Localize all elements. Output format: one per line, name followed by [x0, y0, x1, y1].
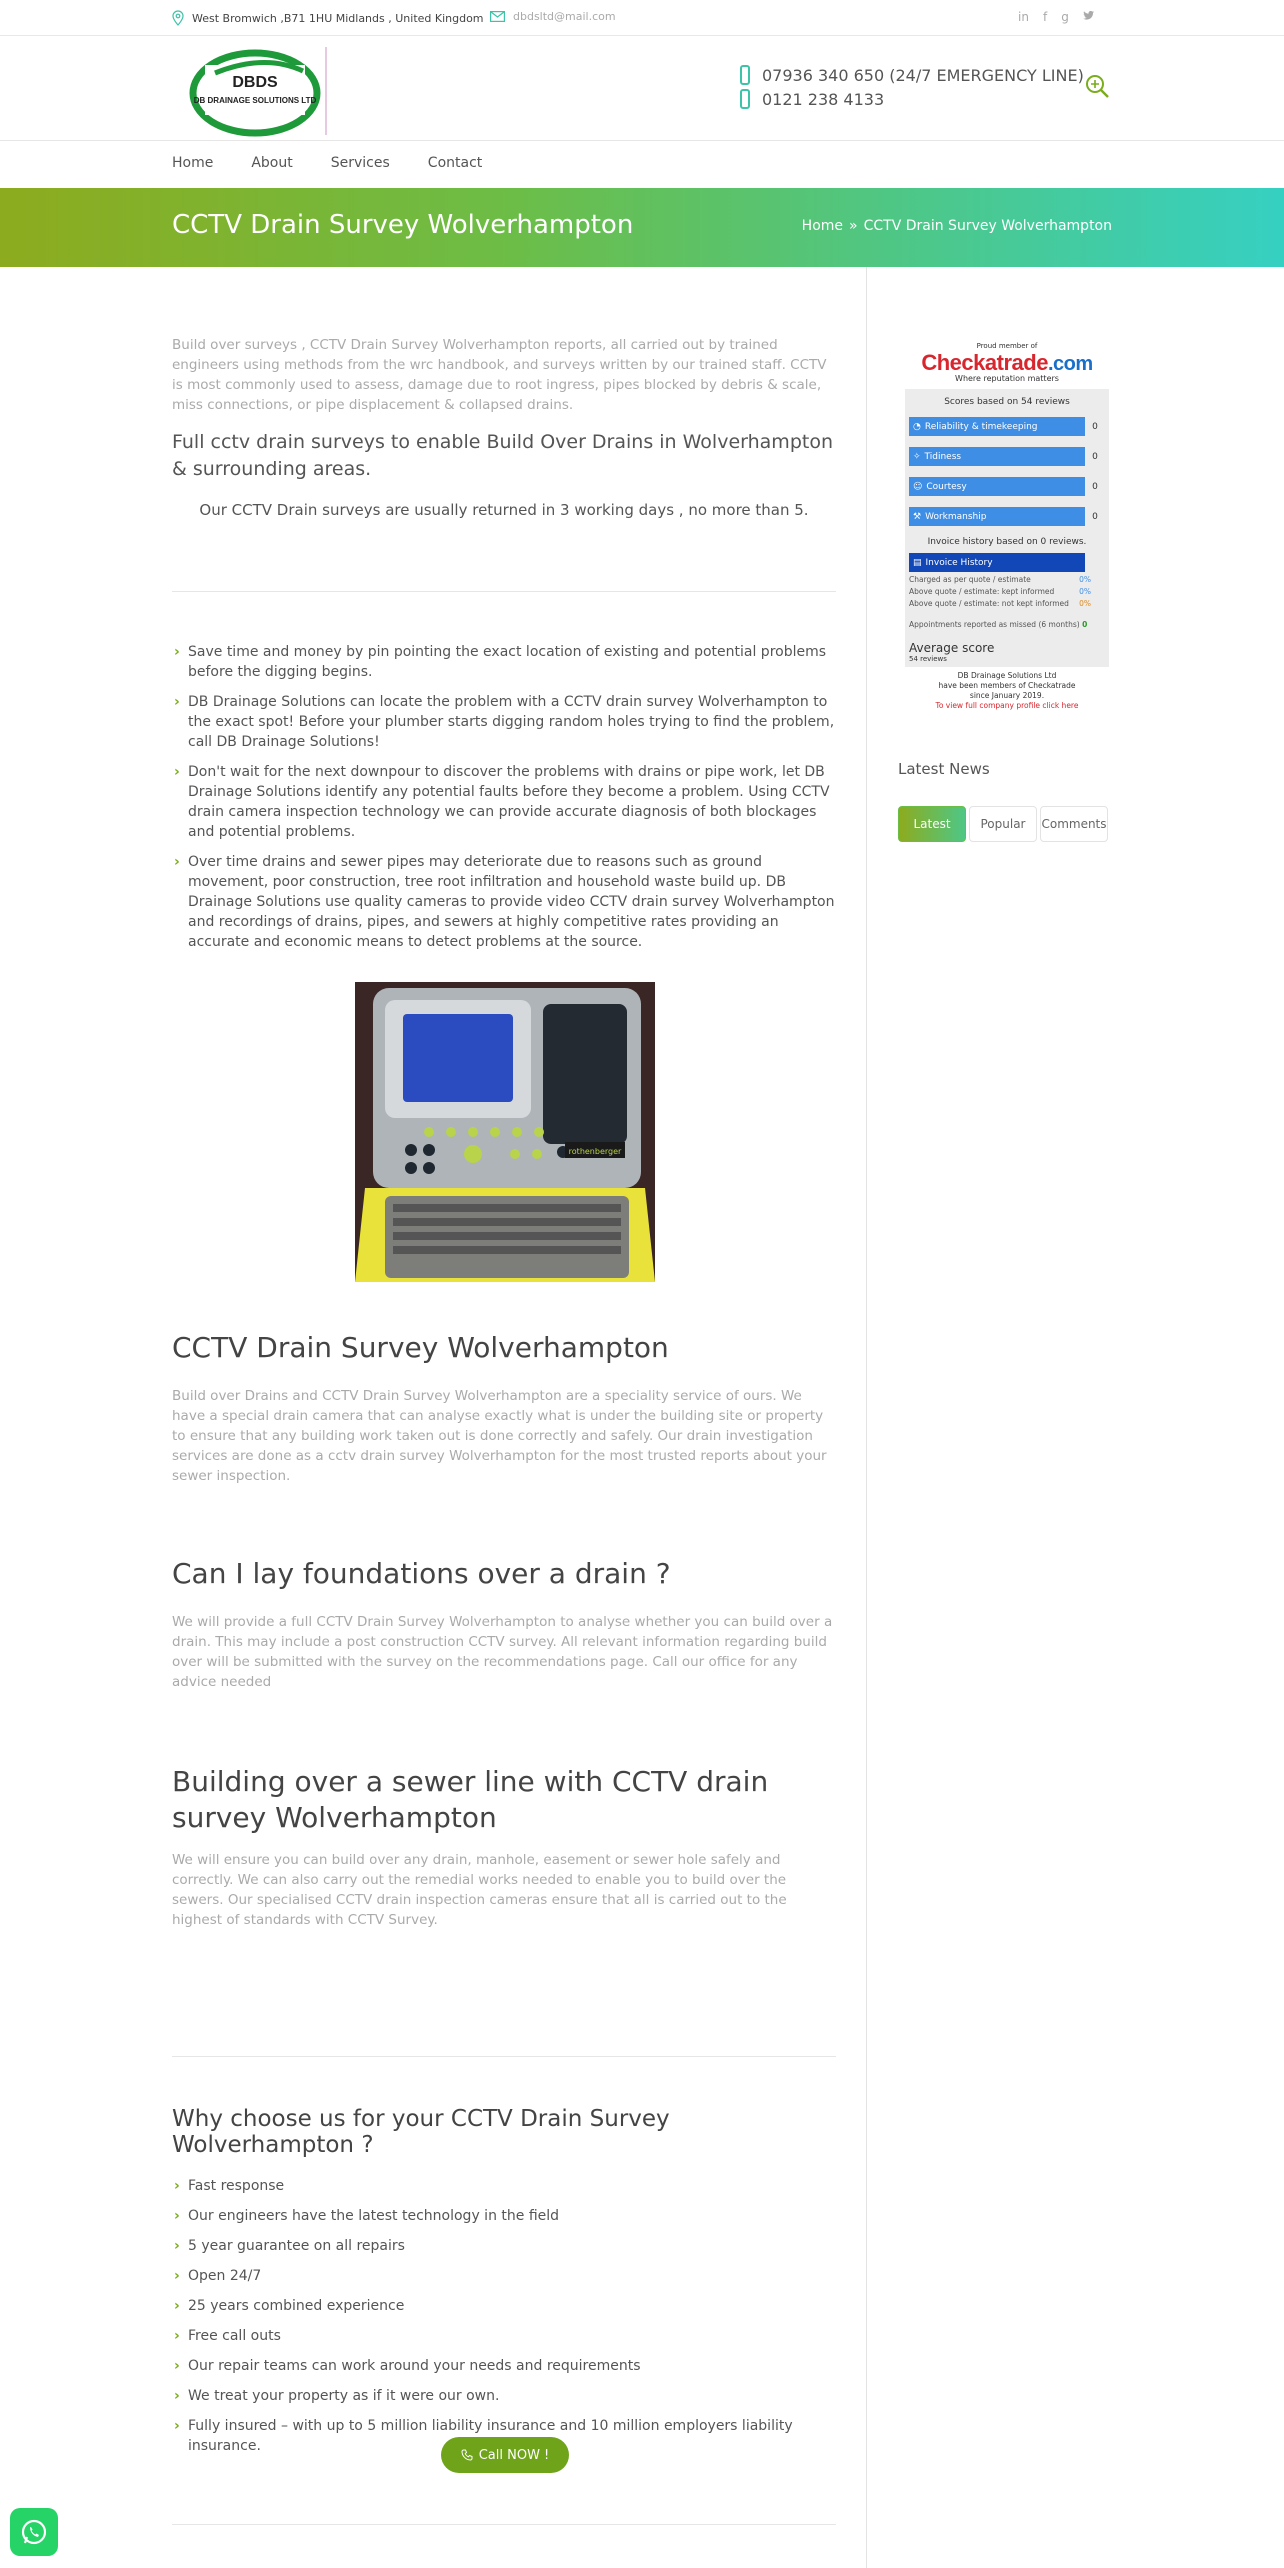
score-row: [909, 447, 1105, 466]
score-label: Courtesy: [926, 481, 967, 492]
nav-item-contact[interactable]: Contact: [427, 155, 483, 171]
list-item: › Free call outs: [172, 2326, 836, 2346]
score-value: 0: [1092, 481, 1098, 492]
section-heading: Building over a sewer line with CCTV drain survey Wolverhampton: [172, 1765, 769, 1834]
phone-numbers: [740, 63, 1084, 111]
invoice-row-label: Above quote / estimate: not kept informed: [909, 599, 1069, 608]
list-item: › Over time drains and sewer pipes may deteriorate due to reasons such as ground movement, poor construction, tree root infiltration and household waste build up. DB Drainage Solutions use quality cameras to provide video CCTV drain survey Wolverhampton and recordings of drains, pipes, and sewers at highly competitive rates providing an accurate and economic means to detect problems at the source.: [172, 852, 836, 952]
whatsapp-icon: [19, 2517, 49, 2547]
checkatrade-proud: Proud member of: [976, 342, 1038, 350]
checkatrade-footer: [905, 671, 1109, 701]
checkatrade-tagline: Where reputation matters: [955, 374, 1059, 383]
footer-line: have been members of Checkatrade: [938, 681, 1076, 690]
score-row: [909, 417, 1105, 436]
divider: [172, 2524, 836, 2525]
twitter-icon[interactable]: [1083, 10, 1095, 24]
section-text: We will ensure you can build over any drain, manhole, easement or sewer hole safely and correctly. We can also carry out the remedial works needed to enable you to build over the sewers. Our specialised CCTV drain inspection cameras ensure that all is carried out to the highest of standards with CCTV Survey.: [172, 1852, 787, 1928]
whatsapp-button[interactable]: [10, 2508, 58, 2556]
checkatrade-logo-text: Checkatrade: [921, 350, 1048, 375]
mail-icon: [490, 11, 505, 22]
score-label: Tidiness: [924, 451, 962, 462]
section-sewer: [172, 1764, 836, 1930]
list-item: › Save time and money by pin pointing the exact location of existing and potential problems before the digging begins.: [172, 642, 836, 682]
appointments-value: 0: [1082, 620, 1088, 629]
document-icon: ▤: [913, 557, 922, 568]
footer-line: DB Drainage Solutions Ltd: [957, 671, 1057, 680]
divider: [172, 2056, 836, 2057]
score-row: [909, 477, 1105, 496]
score-bar: [909, 447, 1085, 466]
section-text: Build over Drains and CCTV Drain Survey Wolverhampton are a speciality service of ours. We have a special drain camera that can analyse exactly what is under the building site or property to ensure that any building work taken out is done correctly and safely. Our drain investigation services are done as a cctv drain survey Wolverhampton for the most trusted reports about your sewer inspection.: [172, 1388, 827, 1484]
email-link[interactable]: dbdsltd@mail.com: [513, 10, 616, 23]
address-text: West Bromwich ,B71 1HU Midlands , United Kingdom: [192, 11, 484, 25]
camera-brand-label: rothenberger: [568, 1147, 622, 1156]
call-now-button[interactable]: [441, 2437, 569, 2473]
appointments-label: Appointments reported as missed (6 months): [909, 620, 1080, 629]
news-tabs: [898, 806, 1108, 842]
page-banner: [0, 188, 1284, 267]
phone-row-1[interactable]: [740, 63, 1084, 87]
invoice-row: [909, 599, 1105, 608]
breadcrumb-separator: »: [849, 218, 858, 234]
score-bar: [909, 477, 1085, 496]
benefits-list: [172, 642, 836, 952]
tab-comments[interactable]: Comments: [1040, 806, 1108, 842]
score-row: [909, 507, 1105, 526]
sparkle-icon: ✧: [913, 451, 921, 462]
list-item: › 25 years combined experience: [172, 2296, 836, 2316]
section-cctv: [172, 1330, 836, 1486]
invoice-row-label: Charged as per quote / estimate: [909, 575, 1031, 584]
score-label: Reliability & timekeeping: [924, 421, 1038, 432]
score-value: 0: [1092, 511, 1098, 522]
site-header: [0, 37, 1284, 141]
clock-icon: ◔: [913, 421, 921, 432]
email[interactable]: [490, 10, 616, 23]
sidebar-divider: [866, 267, 867, 2568]
logo-top-text: DBDS: [232, 74, 278, 91]
average-score-reviews: 54 reviews: [909, 655, 947, 663]
section-heading: Can I lay foundations over a drain ?: [172, 1557, 671, 1590]
invoice-title: Invoice history based on 0 reviews.: [927, 537, 1087, 547]
scores-title: Scores based on 54 reviews: [944, 397, 1070, 407]
score-bar: [909, 417, 1085, 436]
google-plus-icon[interactable]: g: [1061, 10, 1069, 24]
phone-icon: [461, 2449, 473, 2461]
score-label: Workmanship: [925, 511, 987, 522]
top-bar: [0, 0, 1284, 36]
cctv-camera-image: [355, 982, 655, 1282]
tab-popular[interactable]: Popular: [969, 806, 1037, 842]
invoice-row-value: 0%: [1079, 599, 1091, 608]
call-now-label[interactable]: Call NOW !: [478, 2447, 550, 2463]
intro-paragraph: Build over surveys , CCTV Drain Survey Wolverhampton reports, all carried out by trained engineers using methods from the wrc handbook, and surveys written by our trained staff. CCTV is most commonly used to assess, damage due to root ingress, pipes blocked by debris & scale, miss connections, or pipe displacement & collapsed drains.: [172, 337, 827, 413]
nav-item-about[interactable]: About: [251, 155, 293, 171]
average-score-title: Average score: [909, 641, 995, 655]
nav-item-home[interactable]: Home: [172, 155, 214, 171]
latest-news-title: Latest News: [898, 760, 990, 778]
invoice-row-label: Above quote / estimate: kept informed: [909, 587, 1055, 596]
facebook-icon[interactable]: f: [1042, 10, 1048, 24]
checkatrade-logo-dot: .com: [1047, 353, 1093, 375]
invoice-history-bar: [909, 553, 1085, 572]
list-item: › 5 year guarantee on all repairs: [172, 2236, 836, 2256]
phone-row-2[interactable]: [740, 87, 1084, 111]
score-value: 0: [1092, 451, 1098, 462]
divider: [172, 591, 836, 592]
address: [172, 10, 484, 26]
search-icon[interactable]: [1084, 73, 1110, 99]
checkatrade-widget[interactable]: [905, 342, 1109, 710]
list-item: › We treat your property as if it were our own.: [172, 2386, 836, 2406]
footer-line: since January 2019.: [969, 691, 1045, 700]
section-heading: Why choose us for your CCTV Drain Survey Wolverhampton ?: [172, 2106, 670, 2158]
section-foundations: [172, 1556, 836, 1692]
breadcrumb-current: CCTV Drain Survey Wolverhampton: [863, 218, 1112, 234]
score-value: 0: [1092, 421, 1098, 432]
section-why-choose: [172, 2106, 836, 2466]
section-text: We will provide a full CCTV Drain Survey Wolverhampton to analyse whether you can build over a drain. This may include a post construction CCTV survey. All relevant information regarding build over will be submitted with the survey on the recommendations page. Call our office for any advice needed: [172, 1614, 833, 1690]
invoice-row: [909, 587, 1105, 596]
nav-item-services[interactable]: Services: [330, 155, 390, 171]
list-item: › Our repair teams can work around your needs and requirements: [172, 2356, 836, 2376]
score-bar: [909, 507, 1085, 526]
checkatrade-logo[interactable]: [905, 350, 1109, 376]
list-item: › Don't wait for the next downpour to discover the problems with drains or pipe work, let DB Drainage Solutions identify any potential faults before they become a problem. Using CCTV drain camera inspection technology we can provide accurate diagnosis of both blockages and potential problems.: [172, 762, 836, 842]
breadcrumb: [802, 218, 1112, 234]
list-item: › DB Drainage Solutions can locate the problem with a CCTV drain survey Wolverhampton to the exact spot! Before your plumber starts digging random holes trying to find the problem, call DB Drainage Solutions!: [172, 692, 836, 752]
phone-1-text[interactable]: 07936 340 650 (24/7 EMERGENCY LINE): [762, 65, 1084, 85]
checkatrade-profile-link[interactable]: To view full company profile click here: [935, 701, 1079, 710]
invoice-row-value: 0%: [1079, 575, 1091, 584]
company-logo[interactable]: [185, 43, 335, 139]
list-item: › Fast response: [172, 2176, 836, 2196]
main-nav: [172, 155, 482, 171]
linkedin-icon[interactable]: in: [1018, 10, 1029, 24]
tools-icon: ⚒: [913, 511, 922, 522]
invoice-row: [909, 575, 1105, 584]
tab-latest[interactable]: Latest: [898, 806, 966, 842]
checkatrade-scores: [905, 389, 1109, 667]
phone-icon: [740, 89, 750, 109]
main-content: [172, 335, 836, 962]
page-title: CCTV Drain Survey Wolverhampton: [172, 210, 634, 240]
subheading: Full cctv drain surveys to enable Build Over Drains in Wolverhampton & surrounding areas.: [172, 431, 833, 480]
phone-icon: [740, 65, 750, 85]
smile-icon: ☺: [913, 481, 923, 492]
reasons-list: [172, 2176, 836, 2456]
logo-bottom-text: DB DRAINAGE SOLUTIONS LTD: [193, 96, 317, 105]
appointments-missed: [909, 620, 1105, 629]
turnaround-note: Our CCTV Drain surveys are usually returned in 3 working days , no more than 5.: [199, 501, 809, 519]
list-item: › Open 24/7: [172, 2266, 836, 2286]
invoice-row-value: 0%: [1079, 587, 1091, 596]
invoice-label: Invoice History: [925, 557, 993, 568]
social-links: [1018, 10, 1095, 24]
list-item: › Fully insured – with up to 5 million liability insurance and 10 million employers liability insurance.: [172, 2416, 836, 2456]
map-pin-icon: [172, 10, 184, 26]
phone-2-text[interactable]: 0121 238 4133: [762, 89, 885, 109]
section-heading: CCTV Drain Survey Wolverhampton: [172, 1331, 669, 1364]
breadcrumb-home[interactable]: Home: [801, 218, 844, 234]
list-item: › Our engineers have the latest technology in the field: [172, 2206, 836, 2226]
